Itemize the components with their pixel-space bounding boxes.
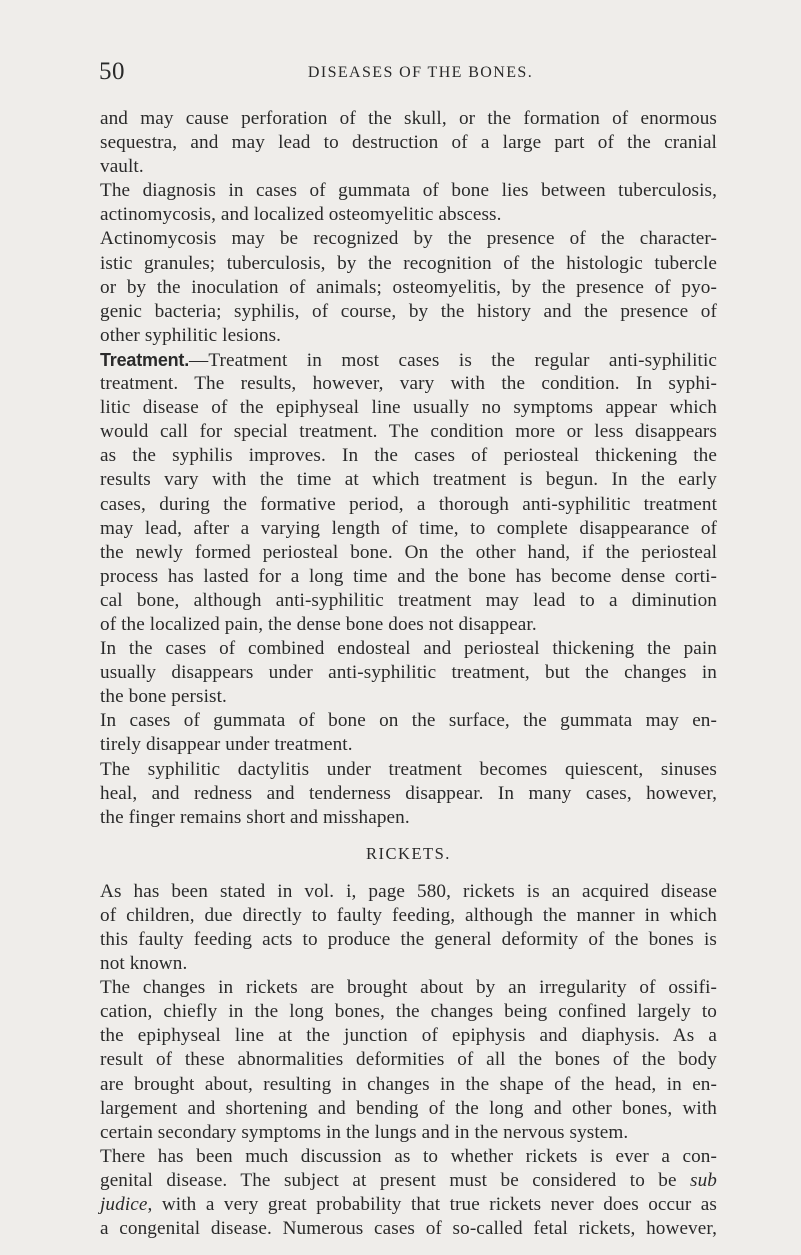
text-line: largement and shortening and bending of the long and other bones, with [100, 1097, 717, 1119]
text-line: the epiphyseal line at the junction of epiphysis and diaphysis. As a [100, 1025, 717, 1047]
text-line: As has been stated in vol. i, page 580, rickets is an acquired disease [100, 880, 717, 902]
text-line: process has lasted for a long time and the bone has become dense corti- [100, 565, 717, 587]
text-line: and may cause perforation of the skull, or the formation of enormous [100, 108, 717, 129]
text-line: the bone persist. [100, 686, 227, 708]
text-line: heal, and redness and tenderness disappear. In many cases, however, [100, 782, 717, 804]
text-line: may lead, after a varying length of time, to complete disappearance of [100, 517, 717, 539]
italic-term: sub [690, 1169, 717, 1191]
paragraph [100, 107, 717, 179]
text-line: a congenital disease. Numerous cases of so-called fetal rickets, however, [100, 1218, 717, 1240]
text-line: The changes in rickets are brought about by an irregularity of ossifi- [100, 977, 717, 999]
treatment-heading: Treatment. [100, 349, 190, 370]
text-line: the newly formed periosteal bone. On the other hand, if the periosteal [100, 541, 717, 563]
text-line [100, 348, 717, 372]
text-line: sequestra, and may lead to destruction of a large part of the cranial [100, 132, 717, 154]
text-line: of children, due directly to faulty feeding, although the manner in which [100, 904, 717, 926]
text-line: not known. [100, 953, 188, 975]
text-line: vault. [100, 156, 144, 178]
text-line: the finger remains short and misshapen. [100, 806, 410, 828]
italic-term: judice [100, 1194, 148, 1216]
section-heading-rickets: RICKETS. [366, 843, 451, 863]
treatment-paragraph [100, 348, 717, 637]
paragraph [100, 179, 717, 227]
body-text [100, 107, 717, 1241]
text-line: istic granules; tuberculosis, by the recognition of the histologic tubercle [100, 252, 717, 274]
paragraph [100, 227, 717, 347]
text-line: actinomycosis, and localized osteomyelitic abscess. [100, 204, 502, 226]
text-line: or by the inoculation of animals; osteomyelitis, by the presence of pyo- [100, 276, 717, 298]
text-line: would call for special treatment. The condition more or less disappears [100, 421, 717, 443]
text-run: , with a very great probability that true rickets never does occur as [147, 1194, 717, 1216]
text-line: genic bacteria; syphilis, of course, by the history and the presence of [100, 300, 717, 322]
text-line: usually disappears under anti-syphilitic treatment, but the changes in [100, 662, 717, 684]
running-head: DISEASES OF THE BONES. [307, 64, 534, 81]
text-line: other syphilitic lesions. [100, 324, 282, 346]
text-line: The syphilitic dactylitis under treatment becomes quiescent, sinuses [100, 758, 717, 780]
text-line: as the syphilis improves. In the cases of periosteal thickening the [100, 445, 717, 467]
text-line: cal bone, although anti-syphilitic treatment may lead to a diminution [100, 589, 717, 611]
text-line [100, 1169, 717, 1193]
text-line: results vary with the time at which treatment is begun. In the early [100, 469, 717, 491]
paragraph [100, 1145, 717, 1241]
text-line: result of these abnormalities deformities of all the bones of the body [100, 1049, 717, 1071]
text-line: The diagnosis in cases of gummata of bone lies between tuberculosis, [100, 180, 717, 202]
text-line [100, 1193, 717, 1217]
text-line: cases, during the formative period, a thorough anti-syphilitic treatment [100, 493, 717, 515]
text-line: In the cases of combined endosteal and periosteal thickening the pain [100, 638, 717, 660]
text-line: There has been much discussion as to whether rickets is ever a con- [100, 1145, 717, 1167]
text-line: Actinomycosis may be recognized by the presence of the character- [100, 228, 717, 250]
text-line: are brought about, resulting in changes in the shape of the head, in en- [100, 1073, 717, 1095]
text-run: genital disease. The subject at present must be considered to be [100, 1169, 691, 1191]
paragraph [100, 709, 717, 757]
paragraph [100, 637, 717, 709]
text-line: treatment. The results, however, vary with the condition. In syphi- [100, 373, 717, 395]
text-line: cation, chiefly in the long bones, the changes being confined largely to [100, 1001, 717, 1023]
text-line: certain secondary symptoms in the lungs and in the nervous system. [100, 1121, 629, 1143]
text-line: In cases of gummata of bone on the surface, the gummata may en- [100, 710, 717, 732]
text-line: of the localized pain, the dense bone does not disappear. [100, 613, 537, 635]
paragraph [100, 880, 717, 976]
page-header [0, 58, 801, 88]
text-line: this faulty feeding acts to produce the general deformity of the bones is [100, 929, 717, 950]
paragraph [100, 758, 717, 830]
text-line: tirely disappear under treatment. [100, 734, 353, 756]
page-number: 50 [99, 58, 125, 85]
text-line: litic disease of the epiphyseal line usually no symptoms appear which [100, 397, 717, 419]
text-run: —Treatment in most cases is the regular anti-syphilitic [189, 349, 717, 371]
paragraph [100, 976, 717, 1145]
